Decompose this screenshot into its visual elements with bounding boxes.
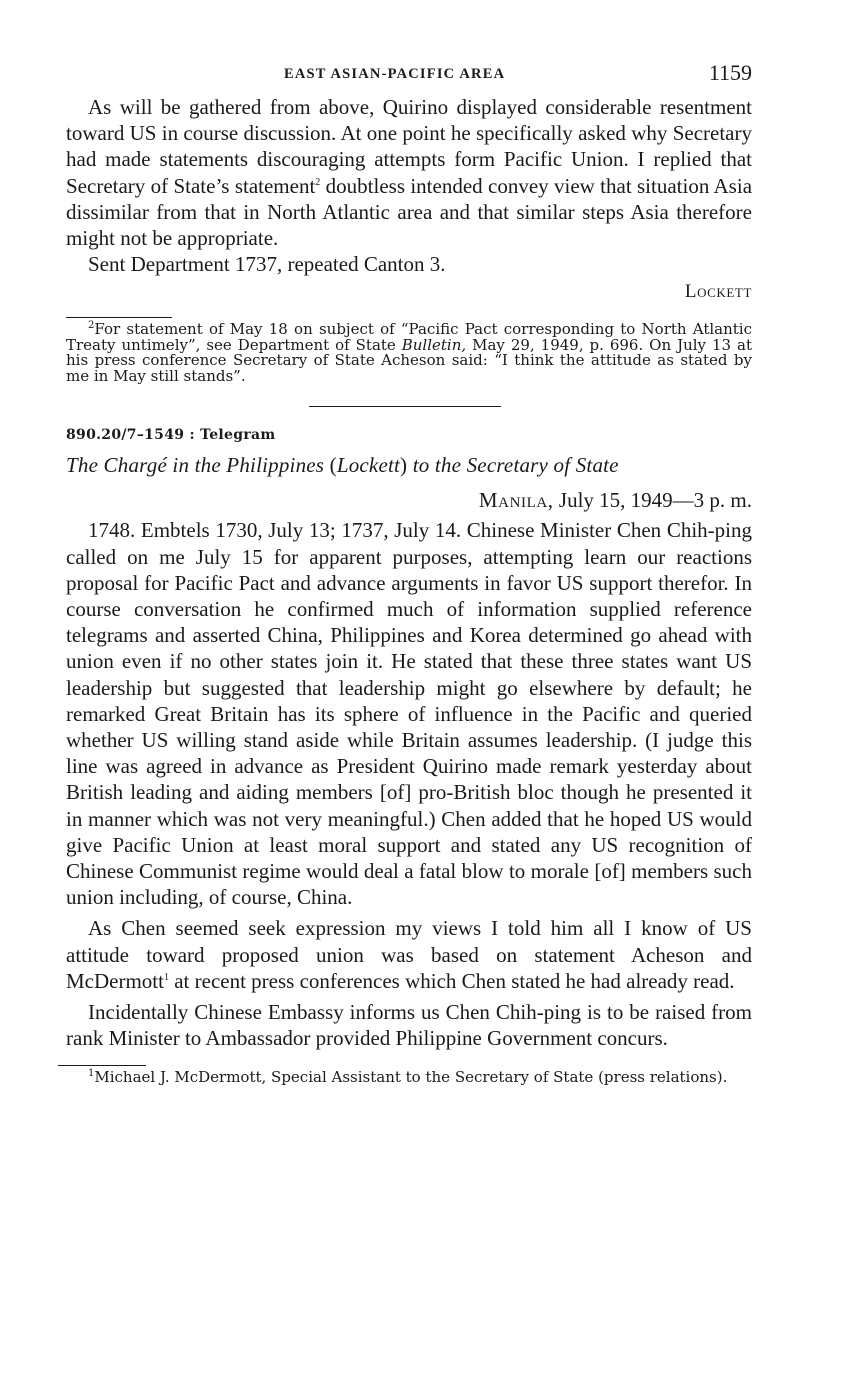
document-title — [66, 453, 752, 478]
footnote-text: Michael J. McDermott, Special Assistant to the Secretary of State (press relations). — [94, 1068, 728, 1087]
paragraph-text: As will be gathered from above, Quirino displayed considerable resentment toward US in course discussion. At one point he specifically asked why Secretary had made statements discouraging attempts form Pacific Union. I replied that Secretary of State’s statement — [66, 95, 752, 198]
second-doc-paragraph-1: 1748. Embtels 1730, July 13; 1737, July 14. Chinese Minister Chen Chih-ping called on me July 15 for apparent purposes, attempting learn our reactions proposal for Pacific Pact and advance arguments in favor US support therefor. In course conversation he confirmed much of information supplied reference telegrams and asserted China, Philippines and Korea determined go ahead with union even if no other states join it. He stated that these three states want US leadership but suggested that leadership might go elsewhere by default; he remarked Great Britain has its sphere of influence in the Pacific and queried whether US willing stand aside while Britain assumes leadership. (I judge this line was agreed in advance as President Quirino made remark yesterday about British leading and aiding members [of] pro-British bloc though he presented it in manner which was not very meaningful.) Chen added that he hoped US would give Pacific Union at least moral support and stated any US recognition of Chinese Communist regime would deal a fatal blow to morale [of] members such union including, of course, China. — [66, 518, 752, 910]
section-divider — [309, 406, 501, 407]
second-doc-paragraph-3: Incidentally Chinese Embassy informs us Chen Chih-ping is to be raised from rank Minister to Ambassador provided Philippine Government concurs. — [66, 1000, 752, 1051]
footnote-number: 1 — [88, 1068, 95, 1080]
paragraph-text: As Chen seemed seek expression my views I told him all I know of US attitude toward proposed union was based on statement Acheson and McDermott — [66, 916, 752, 993]
document-page — [66, 60, 752, 1086]
title-text-tail: to the Secretary of State — [412, 453, 619, 478]
first-doc-paragraph-2: Sent Department 1737, repeated Canton 3. — [88, 252, 446, 277]
signature: Lockett — [684, 281, 752, 303]
footnote-2 — [66, 322, 752, 384]
first-doc-paragraph-1 — [66, 94, 752, 251]
paragraph-text-tail: at recent press conferences which Chen stated he had already read. — [174, 968, 735, 993]
footnote-marker: 1 — [163, 971, 169, 983]
second-doc-paragraph-2 — [66, 915, 752, 994]
footnote-text-tail: May 29, 1949, p. 696. On July 13 at his press conference Secretary of State Acheson said: “I think the attitude as stated by me in May still stands”. — [66, 335, 752, 385]
title-text: The Chargé in the Philippines — [66, 453, 325, 478]
page-number: 1159 — [708, 60, 752, 85]
footnote-1 — [66, 1070, 752, 1086]
paragraph-text-tail: doubtless intended convey view that situation Asia dissimilar from that in North Atlantic area and that similar steps Asia therefore might not be appropriate. — [66, 173, 753, 251]
file-reference: 890.20/7–1549 : Telegram — [66, 427, 276, 444]
footnote-divider — [66, 317, 172, 318]
dateline-date: July 15, 1949—3 p. m. — [558, 488, 752, 513]
footnote-text: For statement of May 18 on subject of “Pacific Pact corresponding to North Atlantic Treaty untimely”, see Department of State — [66, 320, 752, 354]
title-paren-open: ( — [329, 453, 337, 478]
title-name: Lockett — [336, 453, 401, 478]
dateline — [66, 488, 752, 513]
running-head: EAST ASIAN-PACIFIC AREA — [284, 66, 506, 82]
dateline-place: Manila, — [478, 488, 554, 513]
page-header — [66, 60, 752, 94]
footnote-marker: 2 — [315, 176, 321, 188]
title-paren-close: ) — [400, 453, 408, 478]
footnote-divider — [58, 1065, 146, 1066]
footnote-number: 2 — [88, 320, 95, 332]
footnote-italic-text: Bulletin, — [401, 335, 467, 354]
